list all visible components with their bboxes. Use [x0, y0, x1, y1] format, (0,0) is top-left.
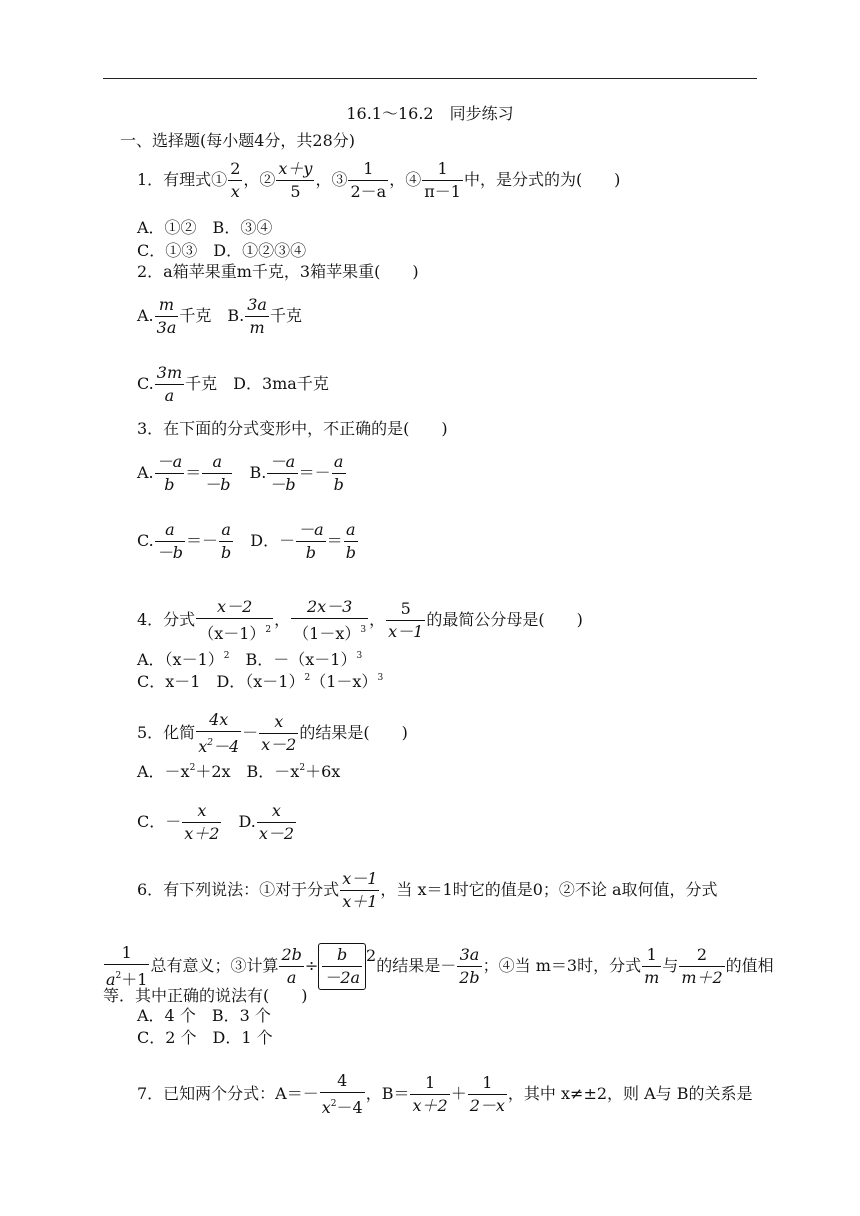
fraction: $\frac{4}{x^2-4}$	[321, 1071, 363, 1117]
fraction: $\frac{a}{b}$	[345, 520, 356, 562]
section-heading: 一、选择题(每小题4分，共28分)	[120, 131, 356, 150]
fraction: $\frac{a}{b}$	[221, 520, 232, 562]
question-1: 1．有理式① $\frac{2}{x}$ ，② $\frac{x+y}{5}$ ，③ $\frac{1}{2-a}$ ，④ $\frac{1}{\pi-1}$ 中，是分式的为( )	[137, 159, 621, 201]
question-5: 5．化简 $\frac{4x}{x^2-4}$ － $\frac{x}{x-2}$ 的结果是( )	[137, 710, 408, 756]
question-4: 4．分式 $\frac{x-2}{(x-1)^2}$ ， $\frac{2x-3}{(1-x)^3}$ ， $\frac{5}{x-1}$ 的最简公分母是( )	[137, 597, 583, 643]
fraction: $\frac{x-2}{(x-1)^2}$	[198, 597, 272, 643]
fraction: $\frac{a}{-b}$	[156, 520, 184, 562]
question-7: 7．已知两个分式：A＝－ $\frac{4}{x^2-4}$ ，B＝ $\frac{1}{x+2}$ ＋ $\frac{1}{2-x}$ ，其中 x≠±2，则 A与 B的关系是	[137, 1071, 753, 1117]
fraction: $\frac{1}{a^2+1}$	[106, 943, 148, 989]
fraction: $\frac{x-1}{x+1}$	[342, 869, 378, 911]
fraction: $\frac{5}{x-1}$	[388, 599, 424, 641]
q5-options-ab: A．$-x^2+2x$ B．$-x^2+6x$	[137, 762, 341, 781]
fraction: $\frac{x}{x-2}$	[258, 801, 295, 843]
question-3: 3．在下面的分式变形中，不正确的是( )	[137, 419, 448, 438]
fraction: $\frac{x+y}{5}$	[278, 159, 313, 201]
fraction: $\frac{3m}{a}$	[156, 363, 183, 405]
fraction: $\frac{-a}{b}$	[298, 520, 324, 562]
fraction: $\frac{2x-3}{(1-x)^3}$	[293, 597, 367, 643]
q3-options-cd: C. $\frac{a}{-b}$ ＝－ $\frac{a}{b}$ D．－ $\frac{-a}{b}$ ＝ $\frac{a}{b}$	[137, 520, 356, 562]
fraction: $\frac{x}{x+2}$	[184, 801, 220, 843]
fraction: $\frac{2b}{a}$	[281, 945, 302, 987]
question-2: 2．a箱苹果重m千克，3箱苹果重( )	[137, 262, 419, 281]
fraction: $\frac{1}{\pi-1}$	[424, 159, 461, 201]
q5-options-cd: C．－ $\frac{x}{x+2}$ D. $\frac{x}{x-2}$	[137, 801, 295, 843]
question-6-line-3: 等．其中正确的说法有( )	[103, 986, 308, 1005]
q2-options-cd: C. $\frac{3m}{a}$ 千克 D．3ma千克	[137, 363, 329, 405]
q1-options-cd: C．①③ D．①②③④	[137, 241, 307, 260]
fraction: $\frac{2}{x}$	[230, 159, 241, 201]
fraction: $\frac{-a}{-b}$	[269, 452, 296, 494]
bracketed-fraction	[318, 943, 366, 990]
q3-options-ab: A. $\frac{-a}{b}$ ＝ $\frac{a}{-b}$ B. $\frac{-a}{-b}$ ＝－ $\frac{a}{b}$	[137, 452, 344, 494]
q2-options-ab: A. $\frac{m}{3a}$ 千克 B. $\frac{3a}{m}$ 千克	[137, 295, 302, 337]
fraction: $\frac{1}{2-x}$	[469, 1073, 505, 1115]
fraction: $\frac{b}{-2a}$	[324, 945, 361, 987]
question-6-line-2: $\frac{1}{a^2+1}$ 总有意义；③计算 $\frac{2b}{a}$ ÷ $\frac{b}{-2a}$ 2的结果是－ $\frac{3a}{2b}$ ；④当 m＝3时，分式 $\frac{1}{m}$ 与 $\frac{2}{m+2}$ 的值相	[106, 943, 774, 989]
fraction: $\frac{2}{m+2}$	[681, 945, 723, 987]
q4-options-ab: A．$(x-1)^2$ B．$-(x-1)^3$	[137, 650, 363, 669]
question-6: 6．有下列说法：①对于分式 $\frac{x-1}{x+1}$ ，当 x＝1时它的值是0；②不论 a取何值，分式	[137, 869, 718, 911]
fraction: $\frac{1}{2-a}$	[350, 159, 387, 201]
fraction: $\frac{3a}{2b}$	[459, 945, 480, 987]
fraction: $\frac{4x}{x^2-4}$	[198, 710, 240, 756]
fraction: $\frac{a}{b}$	[333, 452, 344, 494]
q4-options-cd: C．x－1 D．$(x-1)^2(1-x)^3$	[137, 672, 384, 691]
fraction: $\frac{-a}{b}$	[156, 452, 183, 494]
fraction: $\frac{a}{-b}$	[204, 452, 231, 494]
fraction: $\frac{3a}{m}$	[247, 295, 267, 337]
fraction: $\frac{x}{x-2}$	[261, 712, 297, 754]
q1-options-ab: A．①② B．③④	[137, 218, 273, 237]
fraction: $\frac{1}{m}$	[644, 945, 660, 987]
q6-options-cd: C．2 个 D．1 个	[137, 1028, 273, 1047]
page-title: 16.1～16.2 同步练习	[346, 104, 514, 123]
fraction: $\frac{m}{3a}$	[156, 295, 177, 337]
header-rule	[103, 78, 757, 79]
q6-options-ab: A．4 个 B．3 个	[137, 1006, 271, 1025]
fraction: $\frac{1}{x+2}$	[412, 1073, 448, 1115]
